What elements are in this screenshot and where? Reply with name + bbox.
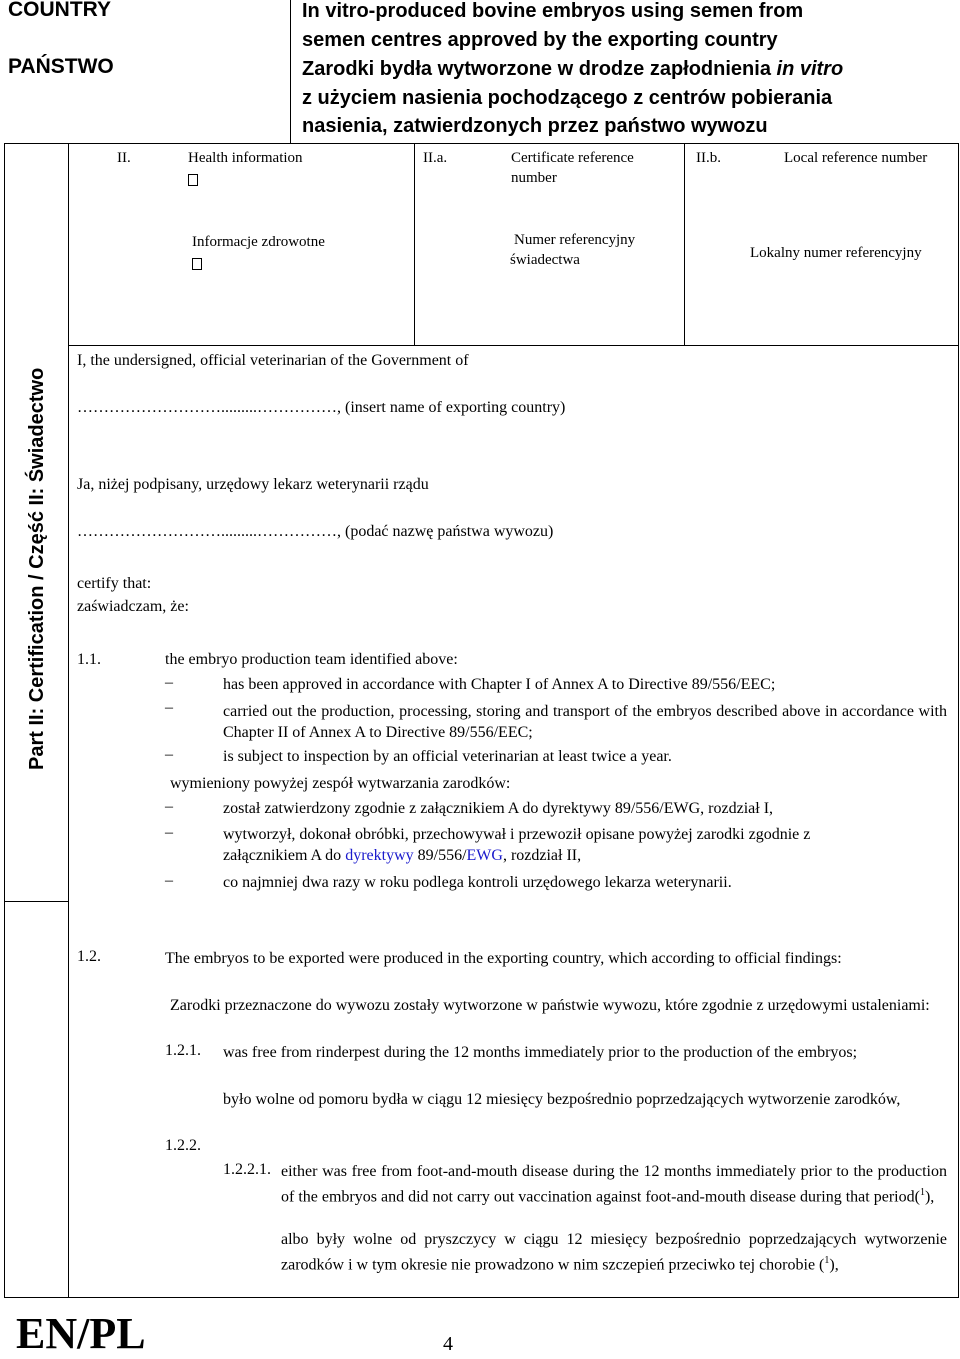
- list-item: is subject to inspection by an official veterinarian at least twice a year.: [223, 748, 672, 765]
- health-info-number: II.: [117, 150, 131, 166]
- cert-ref-label-en-2: number: [511, 170, 557, 186]
- subsubsection-text: either was free from foot-and-mouth disease during the 12 months immediately prior to the production of the embryos and did not carry out vaccination against foot-and-mouth disease during that period($^1$),: [281, 1163, 947, 1206]
- health-info-label-en: Health information: [188, 150, 303, 166]
- local-ref-number-label: II.b.: [696, 150, 721, 166]
- title-line-3: Zarodki bydła wytworzone w drodze zapłodnienia in vitro: [302, 58, 844, 80]
- subsection-text: was free from rinderpest during the 12 months immediately prior to the production of the embryos;: [223, 1044, 858, 1061]
- header-divider: [290, 0, 291, 143]
- list-item-pl: co najmniej dwa razy w roku podlega kontroli urzędowego lekarza weterynarii.: [223, 874, 732, 891]
- section-text-pl: Zarodki przeznaczone do wywozu zostały wytworzone w państwie wywozu, które zgodnie z urzędowymi ustaleniami:: [170, 997, 930, 1014]
- list-dash: –: [165, 872, 173, 889]
- subsubsection-text-pl: albo były wolne od pryszczycy w ciągu 12 miesięcy bezpośrednio poprzedzających wytworzenie zarodków i w tym okresie nie prowadzono w nim szczepień przeciwko tej chorobie ($^1$),: [281, 1231, 947, 1274]
- table-right-border: [958, 143, 959, 1297]
- subsection-number: 1.2.1.: [165, 1042, 201, 1059]
- exporting-country-line-en: ……………………….........……………, (insert name of exporting country): [77, 399, 566, 416]
- table-bottom-border: [4, 1297, 959, 1298]
- side-column-border: [68, 143, 69, 1297]
- title-line-5: nasienia, zatwierdzonych przez państwo wywozu: [302, 115, 768, 137]
- list-dash: –: [165, 699, 173, 716]
- subsection-text-pl: było wolne od pomoru bydła w ciągu 12 miesięcy bezpośrednio poprzedzających wytworzenie zarodków,: [223, 1091, 901, 1108]
- info-col-divider-1: [414, 143, 415, 345]
- health-info-label-pl: Informacje zdrowotne: [192, 234, 325, 250]
- list-item: carried out the production, processing, storing and transport of the embryos described above in accordance with Chapter II of Annex A to Directive 89/556/EEC;: [223, 703, 947, 741]
- cert-ref-label-en-1: Certificate reference: [511, 150, 634, 166]
- cert-ref-number-label: II.a.: [423, 150, 448, 166]
- section-text: the embryo production team identified above:: [165, 651, 458, 668]
- list-item: has been approved in accordance with Chapter I of Annex A to Directive 89/556/EEC;: [223, 676, 776, 693]
- placeholder-box-icon: [192, 257, 202, 275]
- certify-text-pl: zaświadczam, że:: [77, 598, 189, 615]
- local-ref-label-pl: Lokalny numer referencyjny: [750, 245, 922, 261]
- list-dash: –: [165, 798, 173, 815]
- undersigned-text-pl: Ja, niżej podpisany, urzędowy lekarz weterynarii rządu: [77, 476, 429, 493]
- side-cell-bottom-border: [4, 901, 68, 902]
- page-number: 4: [443, 1333, 453, 1355]
- list-item-pl: wytworzył, dokonał obróbki, przechowywał i przewoził opisane powyżej zarodki zgodnie z: [223, 826, 811, 843]
- section-text-pl: wymieniony powyżej zespół wytwarzania zarodków:: [170, 775, 511, 792]
- cert-ref-label-pl-1: Numer referencyjny: [514, 232, 636, 248]
- local-ref-label-en: Local reference number: [784, 150, 928, 166]
- section-text: The embryos to be exported were produced in the exporting country, which according to official findings:: [165, 950, 842, 967]
- section-number: 1.1.: [77, 651, 101, 668]
- cert-ref-label-pl-2: świadectwa: [510, 252, 580, 268]
- info-row-bottom-border: [68, 345, 959, 346]
- table-left-border: [4, 143, 5, 1297]
- exporting-country-line-pl: ……………………….........……………, (podać nazwę państwa wywozu): [77, 523, 554, 540]
- info-col-divider-2: [684, 143, 685, 345]
- list-item-pl-continued: załącznikiem A do dyrektywy 89/556/EWG, rozdział II,: [223, 847, 582, 864]
- list-item-pl: został zatwierdzony zgodnie z załącznikiem A do dyrektywy 89/556/EWG, rozdział I,: [223, 800, 774, 817]
- country-label-en: COUNTRY: [8, 0, 112, 21]
- title-line-1: In vitro-produced bovine embryos using semen from: [302, 0, 804, 22]
- header-bottom-border: [4, 143, 959, 144]
- certify-text-en: certify that:: [77, 575, 152, 592]
- placeholder-box-icon: [188, 173, 198, 191]
- country-label-pl: PAŃSTWO: [8, 55, 114, 78]
- subsubsection-number: 1.2.2.1.: [223, 1161, 271, 1178]
- list-dash: –: [165, 674, 173, 691]
- language-code: EN/PL: [16, 1309, 146, 1358]
- list-dash: –: [165, 824, 173, 841]
- list-dash: –: [165, 746, 173, 763]
- subsection-number: 1.2.2.: [165, 1137, 201, 1154]
- title-line-4: z użyciem nasienia pochodzącego z centrów pobierania: [302, 87, 833, 109]
- part-two-side-label: Part II: Certification / Część II: Świadectwo: [26, 367, 48, 770]
- section-number: 1.2.: [77, 948, 101, 965]
- undersigned-text-en: I, the undersigned, official veterinarian of the Government of: [77, 352, 469, 369]
- title-line-2: semen centres approved by the exporting country: [302, 29, 778, 51]
